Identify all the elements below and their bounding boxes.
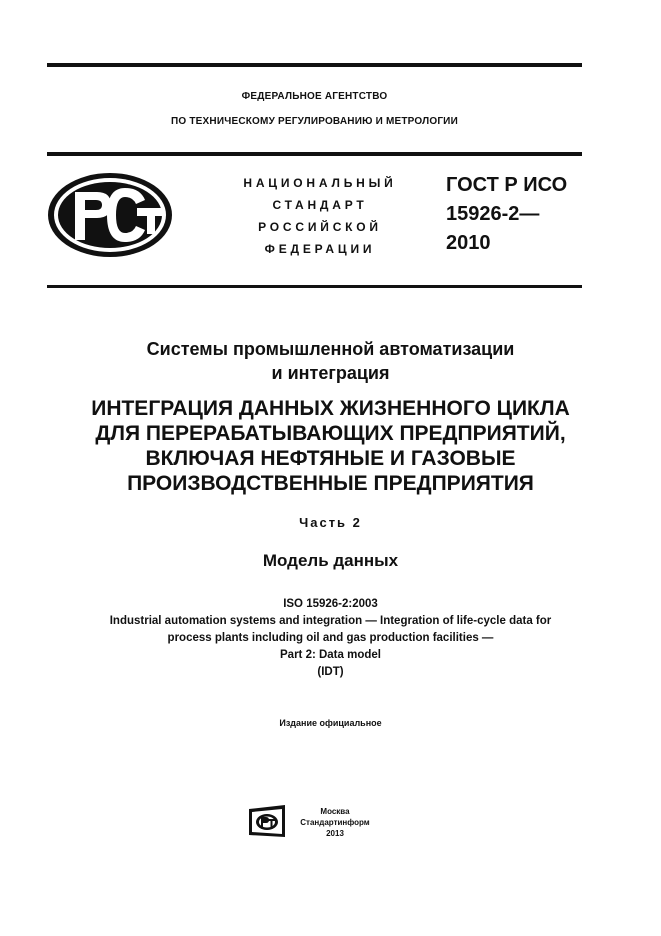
document-subtitle bbox=[20, 337, 641, 385]
iso-line: ISO 15926-2:2003 bbox=[283, 598, 378, 610]
publisher-city: Москва bbox=[320, 807, 350, 816]
national-standard-line: ФЕДЕРАЦИИ bbox=[264, 242, 376, 256]
edition-label: Издание официальное bbox=[279, 718, 382, 728]
document-title bbox=[20, 396, 641, 496]
standard-number-line: 15926-2— bbox=[446, 203, 540, 225]
iso-line: Industrial automation systems and integration — Integration of life-cycle data for bbox=[109, 615, 552, 627]
iso-line: (IDT) bbox=[317, 666, 344, 678]
part-label: Часть 2 bbox=[299, 515, 362, 530]
subtitle-line: Системы промышленной автоматизации bbox=[146, 339, 515, 359]
publisher-name: Стандартинформ bbox=[300, 818, 370, 827]
standard-number-line: 2010 bbox=[446, 232, 491, 254]
rst-certification-logo-icon bbox=[45, 170, 175, 260]
part-title: Модель данных bbox=[262, 551, 399, 570]
title-line: ВКЛЮЧАЯ НЕФТЯНЫЕ И ГАЗОВЫЕ bbox=[145, 447, 516, 470]
header-rule bbox=[47, 152, 582, 156]
standartinform-logo-icon bbox=[247, 805, 287, 837]
iso-reference bbox=[20, 596, 641, 681]
agency-line-2: ПО ТЕХНИЧЕСКОМУ РЕГУЛИРОВАНИЮ И МЕТРОЛОГИИ bbox=[171, 116, 458, 127]
standard-number-line: ГОСТ Р ИСО bbox=[446, 174, 568, 196]
standard-number bbox=[446, 171, 586, 258]
title-line: ИНТЕГРАЦИЯ ДАННЫХ ЖИЗНЕННОГО ЦИКЛА bbox=[91, 397, 570, 420]
title-line: ПРОИЗВОДСТВЕННЫЕ ПРЕДПРИЯТИЯ bbox=[127, 472, 534, 495]
publication-year: 2013 bbox=[326, 829, 344, 838]
national-standard-label bbox=[220, 172, 420, 260]
national-standard-line: СТАНДАРТ bbox=[272, 198, 368, 212]
national-standard-line: НАЦИОНАЛЬНЫЙ bbox=[243, 176, 397, 190]
iso-line: Part 2: Data model bbox=[280, 649, 381, 661]
middle-rule bbox=[47, 285, 582, 288]
title-line: ДЛЯ ПЕРЕРАБАТЫВАЮЩИХ ПРЕДПРИЯТИЙ, bbox=[95, 422, 566, 445]
publisher-info bbox=[290, 806, 380, 839]
iso-line: process plants including oil and gas production facilities — bbox=[167, 632, 494, 644]
agency-line-1: ФЕДЕРАЛЬНОЕ АГЕНТСТВО bbox=[241, 91, 388, 102]
national-standard-line: РОССИЙСКОЙ bbox=[258, 220, 382, 234]
subtitle-line: и интеграция bbox=[271, 363, 390, 383]
top-rule bbox=[47, 63, 582, 67]
